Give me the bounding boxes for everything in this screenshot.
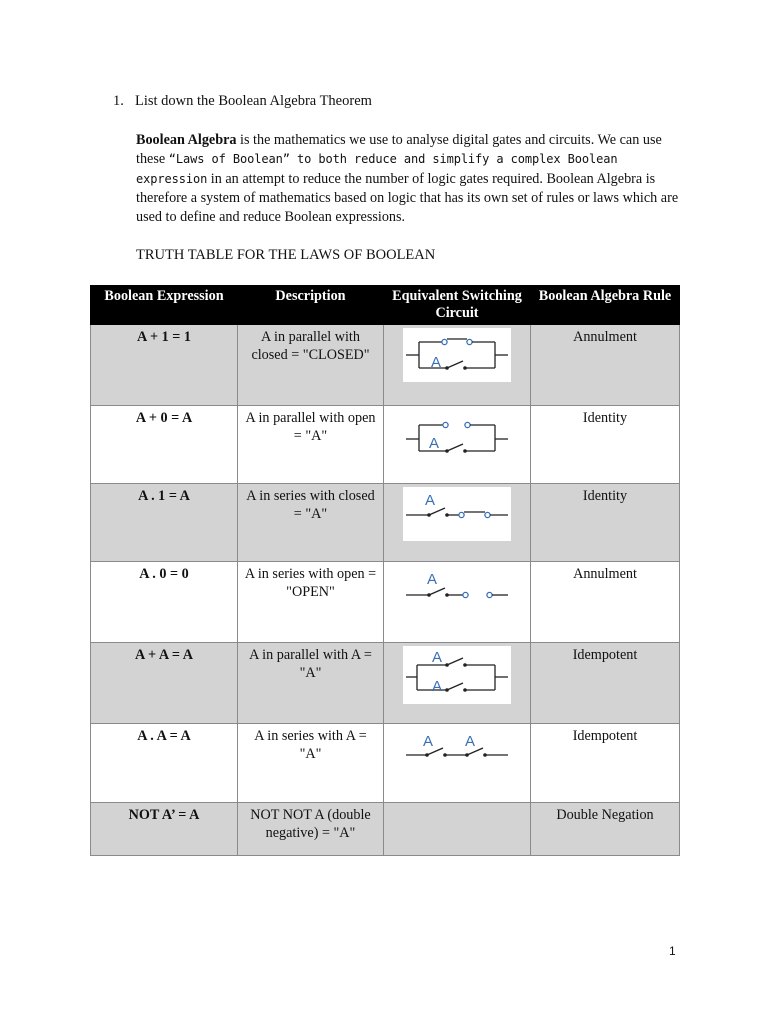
series-open-circuit-diagram bbox=[403, 565, 511, 619]
switch-label: A bbox=[425, 492, 436, 509]
page-number: 1 bbox=[669, 944, 676, 958]
header-expression: Boolean Expression bbox=[91, 286, 238, 325]
question-heading bbox=[113, 93, 372, 110]
circuit-cell-empty bbox=[384, 803, 531, 856]
circuit-cell bbox=[384, 643, 531, 724]
expression-cell: NOT A’ = A bbox=[91, 803, 238, 856]
expression-cell: A + 1 = 1 bbox=[91, 325, 238, 406]
description-cell: A in series with open = "OPEN" bbox=[238, 562, 384, 643]
expression-cell: A + 0 = A bbox=[91, 406, 238, 484]
switch-label: A bbox=[465, 733, 476, 750]
rule-cell: Double Negation bbox=[531, 803, 680, 856]
switch-label: A bbox=[432, 649, 443, 666]
circuit-cell bbox=[384, 484, 531, 562]
parallel-closed-circuit-diagram bbox=[403, 328, 511, 382]
circuit-cell bbox=[384, 562, 531, 643]
parallel-a-a-circuit-diagram bbox=[403, 646, 511, 704]
description-cell: NOT NOT A (double negative) = "A" bbox=[238, 803, 384, 856]
intro-paragraph bbox=[136, 131, 681, 227]
header-circuit: Equivalent Switching Circuit bbox=[384, 286, 531, 325]
table-row bbox=[91, 484, 680, 562]
circuit-cell bbox=[384, 325, 531, 406]
switch-label: A bbox=[432, 678, 443, 695]
intro-lead: Boolean Algebra bbox=[136, 132, 237, 148]
expression-cell: A . 0 = 0 bbox=[91, 562, 238, 643]
question-number: 1. bbox=[113, 93, 124, 109]
header-rule: Boolean Algebra Rule bbox=[531, 286, 680, 325]
intro-mono: “Laws of Boolean” to both reduce and simplify a complex Boolean expression bbox=[136, 152, 618, 186]
table-row bbox=[91, 406, 680, 484]
expression-cell: A . 1 = A bbox=[91, 484, 238, 562]
intro-part2: in an attempt to reduce the number of logic gates required. Boolean Algebra is therefore a system of mathematics based on logic that has its own set of rules or laws which are used to define and reduce Boolean expressions. bbox=[136, 170, 679, 226]
switch-label: A bbox=[423, 733, 434, 750]
table-row bbox=[91, 724, 680, 803]
circuit-cell bbox=[384, 724, 531, 803]
description-cell: A in parallel with A = "A" bbox=[238, 643, 384, 724]
parallel-open-circuit-diagram bbox=[403, 409, 511, 463]
table-row bbox=[91, 325, 680, 406]
table-row bbox=[91, 562, 680, 643]
description-cell: A in parallel with closed = "CLOSED" bbox=[238, 325, 384, 406]
question-text: List down the Boolean Algebra Theorem bbox=[135, 93, 372, 109]
table-header-row bbox=[91, 286, 680, 325]
description-cell: A in series with closed = "A" bbox=[238, 484, 384, 562]
expression-cell: A + A = A bbox=[91, 643, 238, 724]
rule-cell: Identity bbox=[531, 406, 680, 484]
expression-cell: A . A = A bbox=[91, 724, 238, 803]
series-a-a-circuit-diagram bbox=[403, 727, 511, 781]
description-cell: A in series with A = "A" bbox=[238, 724, 384, 803]
series-closed-circuit-diagram bbox=[403, 487, 511, 541]
truth-table-title: TRUTH TABLE FOR THE LAWS OF BOOLEAN bbox=[136, 247, 436, 263]
switch-label: A bbox=[431, 354, 442, 371]
switch-label: A bbox=[429, 435, 440, 452]
intro-part1: is the mathematics we use to analyse digital gates and circuits. We can use these bbox=[136, 132, 662, 168]
switch-label: A bbox=[427, 571, 438, 588]
table-row bbox=[91, 643, 680, 724]
rule-cell: Idempotent bbox=[531, 724, 680, 803]
rule-cell: Annulment bbox=[531, 325, 680, 406]
rule-cell: Idempotent bbox=[531, 643, 680, 724]
rule-cell: Annulment bbox=[531, 562, 680, 643]
boolean-laws-table bbox=[90, 285, 680, 856]
description-cell: A in parallel with open = "A" bbox=[238, 406, 384, 484]
circuit-cell bbox=[384, 406, 531, 484]
header-description: Description bbox=[238, 286, 384, 325]
rule-cell: Identity bbox=[531, 484, 680, 562]
table-row bbox=[91, 803, 680, 856]
